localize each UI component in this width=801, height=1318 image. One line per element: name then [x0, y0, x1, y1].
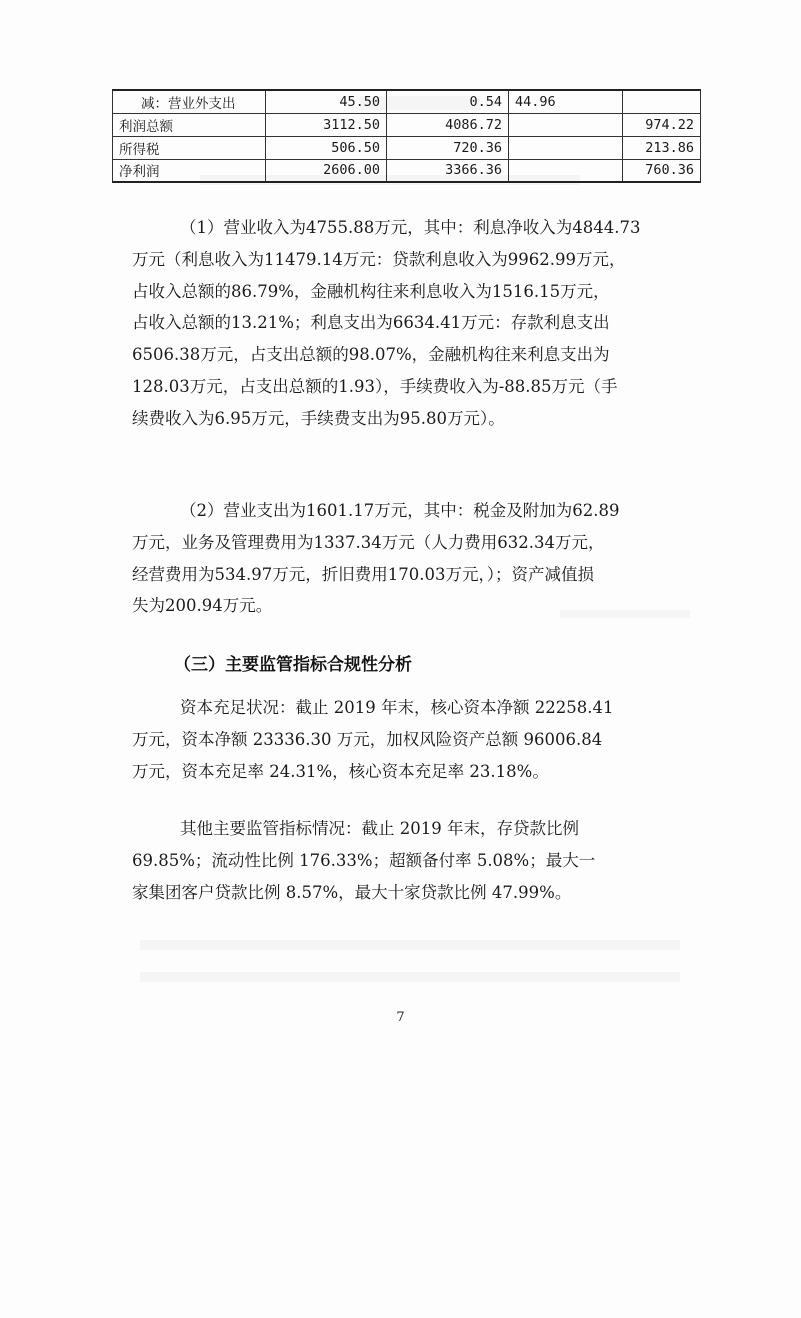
- paragraph-line: 128.03万元，占支出总额的1.93），手续费收入为-88.85万元（手: [132, 376, 618, 396]
- row-label-cell: 净利润: [113, 159, 266, 182]
- paragraph-line: 续费收入为6.95万元，手续费支出为95.80万元）。: [132, 408, 505, 428]
- paragraph-line: 资本充足状况：截止 2019 年末，核心资本净额 22258.41: [180, 698, 614, 717]
- row-label-cell: 减：营业外支出: [113, 90, 266, 113]
- paragraph-operating-expense: [132, 495, 684, 622]
- value-cell: [509, 136, 623, 159]
- value-cell: 720.36: [387, 136, 509, 159]
- value-cell: 45.50: [266, 90, 387, 113]
- paragraph-line: 失为200.94万元。: [132, 596, 273, 616]
- page-number: 7: [396, 1010, 405, 1025]
- value-cell: 760.36: [623, 159, 701, 182]
- section-heading: （三）主要监管指标合规性分析: [174, 655, 412, 675]
- paragraph-line: 69.85%；流动性比例 176.33%；超额备付率 5.08%；最大一: [132, 850, 596, 870]
- row-label-cell: 所得税: [113, 136, 266, 159]
- paragraph-regulatory-indicators: [132, 813, 684, 908]
- show-through-mark: [140, 972, 680, 982]
- table-row: [113, 136, 701, 159]
- show-through-mark: [140, 940, 680, 950]
- financial-table: [112, 89, 701, 183]
- value-cell: 3112.50: [266, 113, 387, 136]
- paragraph-line: 经营费用为534.97万元，折旧费用170.03万元，）；资产减值损: [132, 564, 594, 584]
- value-cell: 4086.72: [387, 113, 509, 136]
- value-cell: 0.54: [387, 90, 509, 113]
- value-cell: 506.50: [266, 136, 387, 159]
- value-cell: 44.96: [509, 90, 623, 113]
- financial-table-body: [113, 90, 701, 182]
- paragraph-line: 占收入总额的86.79%，金融机构往来利息收入为1516.15万元，: [132, 281, 610, 301]
- paragraph-operating-income: [132, 212, 684, 435]
- value-cell: 3366.36: [387, 159, 509, 182]
- paragraph-line: 6506.38万元，占支出总额的98.07%，金融机构往来利息支出为: [132, 345, 610, 365]
- paragraph-capital-adequacy: [132, 692, 684, 787]
- value-cell: [623, 90, 701, 113]
- paragraph-line: 万元，资本净额 23336.30 万元，加权风险资产总额 96006.84: [132, 729, 603, 749]
- value-cell: [509, 113, 623, 136]
- paragraph-line: （2）营业支出为1601.17万元，其中：税金及附加为62.89: [180, 501, 620, 520]
- value-cell: 974.22: [623, 113, 701, 136]
- value-cell: 213.86: [623, 136, 701, 159]
- row-label-cell: 利润总额: [113, 113, 266, 136]
- paragraph-line: （1）营业收入为4755.88万元，其中：利息净收入为4844.73: [180, 218, 641, 237]
- paragraph-line: 家集团客户贷款比例 8.57%，最大十家贷款比例 47.99%。: [132, 882, 572, 902]
- value-cell: [509, 159, 623, 182]
- table-row: [113, 90, 701, 113]
- paragraph-line: 万元（利息收入为11479.14万元：贷款利息收入为9962.99万元，: [132, 249, 626, 269]
- value-cell: 2606.00: [266, 159, 387, 182]
- table-row: [113, 159, 701, 182]
- paragraph-line: 万元，资本充足率 24.31%，核心资本充足率 23.18%。: [132, 761, 549, 781]
- table-row: [113, 113, 701, 136]
- paragraph-line: 占收入总额的13.21%；利息支出为6634.41万元：存款利息支出: [132, 313, 610, 333]
- paragraph-line: 其他主要监管指标情况：截止 2019 年末，存贷款比例: [180, 819, 579, 838]
- paragraph-line: 万元，业务及管理费用为1337.34万元（人力费用632.34万元，: [132, 532, 605, 552]
